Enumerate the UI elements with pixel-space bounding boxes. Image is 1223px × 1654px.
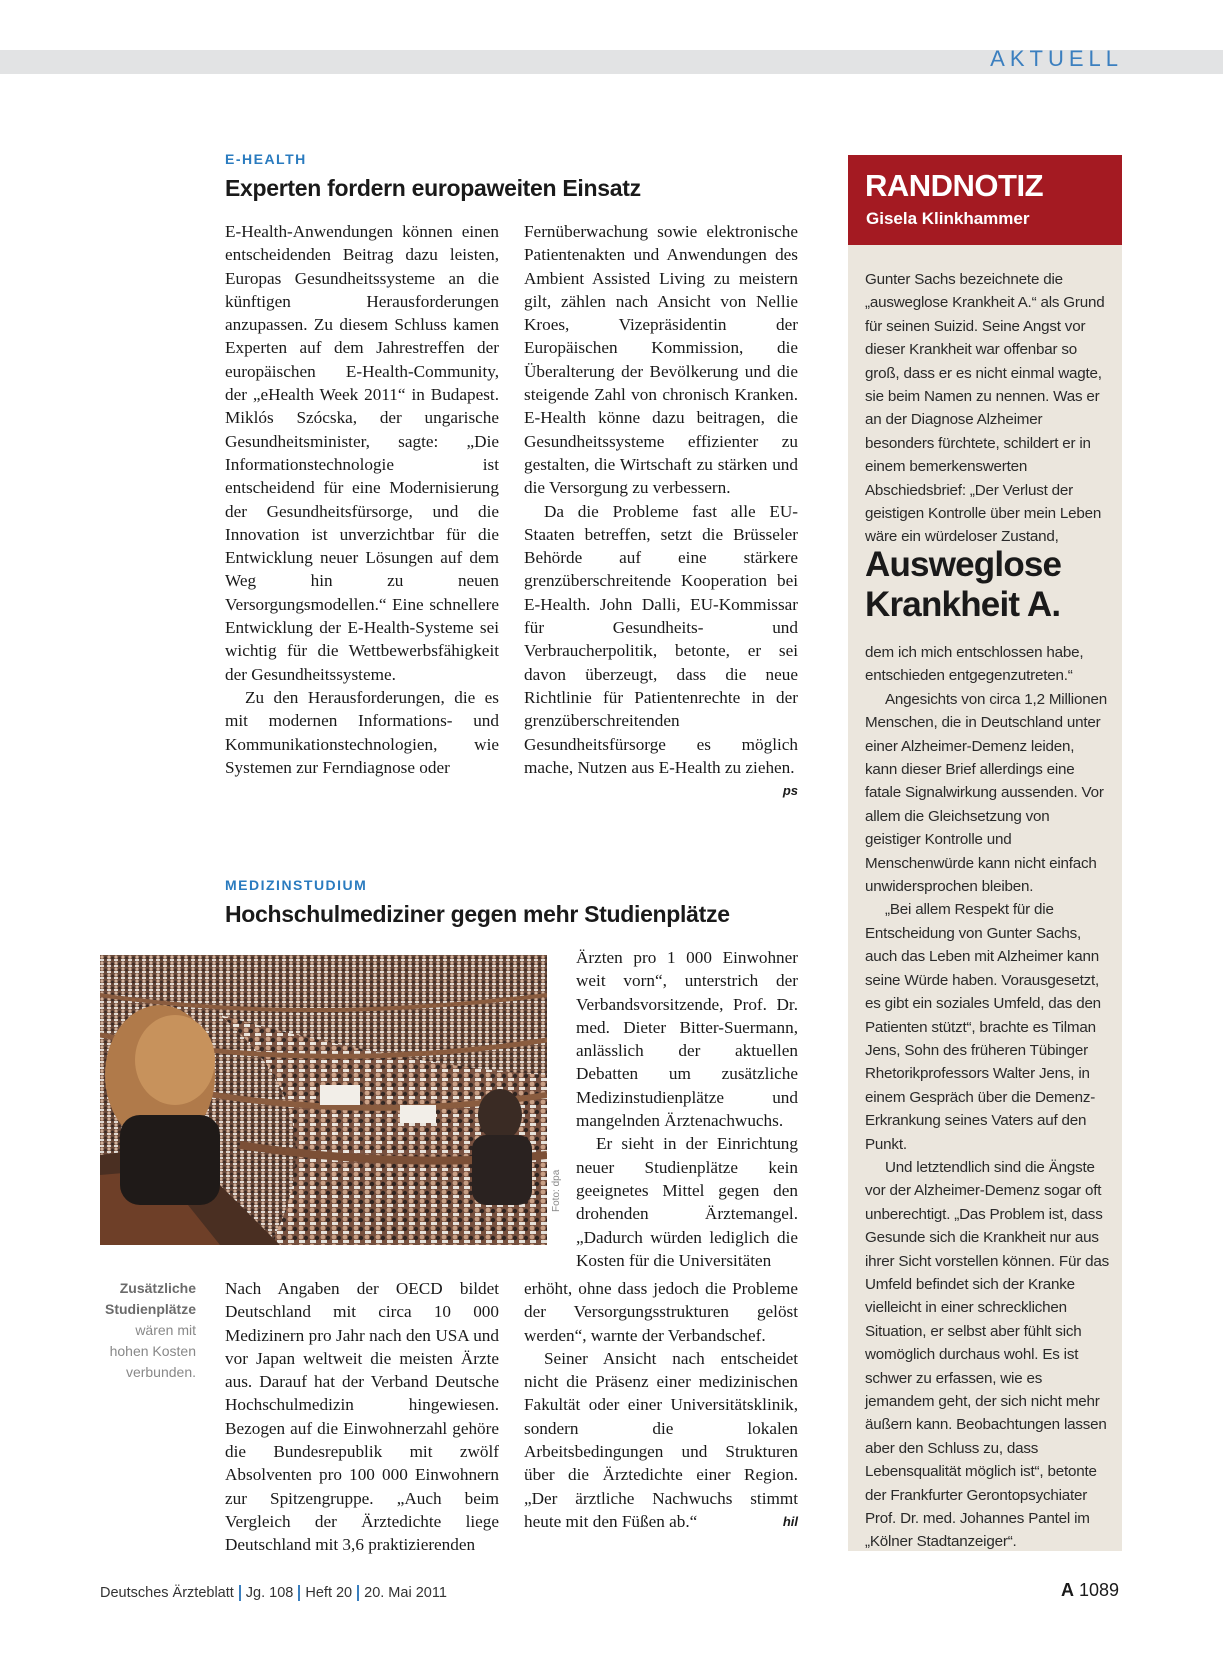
photo-credit: Foto: dpa <box>551 1169 562 1212</box>
paragraph: Angesichts von circa 1,2 Millionen Menschen, die in Deutschland unter einer Alzheimer-Demenz leiden, kann dieser Brief allerdings eine fatale Signalwirkung aussenden. Vor allem die Gleichsetzung von geistiger Kontrolle und Menschenwürde kann nicht einfach unwidersprochen bleiben. <box>865 690 1107 896</box>
paragraph: dem ich mich entschlossen habe, entschieden entgegenzutreten.“ <box>865 644 1084 685</box>
caption-bold: Zusätzliche Studienplätze <box>104 1280 196 1317</box>
issue-date: 20. Mai 2011 <box>364 1585 447 1601</box>
sidebar-title: RANDNOTIZ <box>865 168 1044 203</box>
separator <box>357 1585 359 1601</box>
separator <box>239 1585 241 1601</box>
paragraph: Er sieht in der Einrichtung neuer Studienplätze kein geeignetes Mittel gegen den drohenden Ärztemangel. „Dadurch würden lediglich die Kosten für die Universitäten <box>576 1134 798 1270</box>
paragraph: „Bei allem Respekt für die Entscheidung von Gunter Sachs, auch das Leben mit Alzheimer kann seine Würde haben. Vorausgesetzt, es gibt ein soziales Umfeld, das den Patienten stützt“, brachte es Tilman Jens, Sohn des früheren Tübinger Rhetorikprofessors Walter Jens, in einem Gespräch über die Demenz-Erkrankung seines Vaters auf den Punkt. <box>865 901 1101 1153</box>
volume: Jg. 108 <box>245 1585 294 1601</box>
article1-column-2 <box>524 220 798 802</box>
page-number <box>1061 1580 1119 1601</box>
article2-column-1 <box>225 1277 499 1557</box>
pull-quote-line: Krankheit A. <box>865 585 1061 624</box>
lecture-hall-photo <box>100 955 547 1245</box>
section-label: AKTUELL <box>990 46 1123 71</box>
page-number-value: 1089 <box>1078 1580 1119 1600</box>
pull-quote-line: Ausweglose <box>865 545 1062 584</box>
article1-headline: Experten fordern europaweiten Einsatz <box>225 175 641 201</box>
caption-text: wären mit hohen Kosten verbunden. <box>109 1322 196 1380</box>
article1-kicker: E-HEALTH <box>225 151 307 167</box>
paragraph: Gunter Sachs bezeichnete die „ausweglose Krankheit A.“ als Grund für seinen Suizid. Seine Angst vor dieser Krankheit war offenbar so groß, dass er es nicht einmal wagte, sie beim Namen zu nennen. Was er an der Diagnose Alzheimer besonders fürchtete, schildert er in einem bemerkenswerten Abschiedsbrief: „Der Verlust der geistigen Kontrolle über mein Leben wäre ein würdeloser Zustand, <box>865 271 1105 546</box>
footer <box>100 1585 447 1601</box>
journal-name: Deutsches Ärzteblatt <box>100 1585 234 1601</box>
sidebar-intro <box>865 268 1109 549</box>
page-prefix: A <box>1060 1580 1074 1600</box>
paragraph: E-Health-Anwendungen können einen entscheidenden Beitrag dazu leisten, Europas Gesundheitssysteme an die künftigen Herausforderungen anzupassen. Zu diesem Schluss kamen Experten auf dem Jahrestreffen der europäischen E-Health-Community, der „eHealth Week 2011“ in Budapest. Miklós Szócska, der ungarische Gesundheitsminister, sagte: „Die Informationstechnologie ist entscheidend für eine Modernisierung der Gesundheitsfürsorge, und die Innovation ist unverzichtbar für die Entwicklung neuer Lösungen auf dem Weg hin zu neuen Versorgungsmodellen.“ Eine schnellere Entwicklung der E-Health-Systeme sei wichtig für die Wettbewerbsfähigkeit der Gesundheitssysteme. <box>225 222 499 684</box>
article2-column-2-top <box>576 946 798 1272</box>
paragraph <box>524 1347 798 1533</box>
paragraph: Nach Angaben der OECD bildet Deutschland mit circa 10 000 Medizinern pro Jahr nach den USA und vor Japan weltweit die meisten Ärzte aus. Darauf hat der Verband Deutsche Hochschulmedizin hingewiesen. Bezogen auf die Einwohnerzahl gehöre die Bundesrepublik mit zwölf Absolventen pro 100 000 Einwohnern zur Spitzengruppe. „Auch beim Vergleich der Ärztedichte liege Deutschland mit 3,6 praktizierenden <box>225 1279 499 1555</box>
paragraph: Fernüberwachung sowie elektronische Patientenakten und Anwendungen des Ambient Assisted Living zu meistern gilt, zählen nach Ansicht von Nellie Kroes, Vizepräsidentin der Europäischen Kommission, die Überalterung der Bevölkerung und die steigende Zahl von chronisch Kranken. E-Health könne dazu beitragen, die Gesundheitssysteme effizienter zu gestalten, die Wirtschaft zu stärken und die Versorgung zu verbessern. <box>524 222 798 498</box>
paragraph: erhöht, ohne dass jedoch die Probleme der Versorgungsstrukturen gelöst werden“, warnte der Verbandschef. <box>524 1279 798 1345</box>
article2-column-2-bottom <box>524 1277 798 1533</box>
sidebar-body <box>865 641 1109 1554</box>
sidebar-pull-quote <box>865 545 1061 625</box>
paragraph: Zu den Herausforderungen, die es mit modernen Informations- und Kommunikationstechnologien, wie Systemen zur Ferndiagnose oder <box>225 687 499 777</box>
sidebar-author: Gisela Klinkhammer <box>866 209 1030 228</box>
paragraph-text: Da die Probleme fast alle EU-Staaten betreffen, setzt die Brüsseler Behörde auf eine stärkere grenzüberschreitende Kooperation bei E-Health. John Dalli, EU-Kommissar für Gesundheits- und Verbraucherpolitik, betonte, er sei davon überzeugt, dass die neue Richtlinie für Patientenrechte in der grenzüberschreitenden Gesundheitsfürsorge es möglich mache, Nutzen aus E-Health zu ziehen. <box>524 501 798 777</box>
paragraph: Ärzten pro 1 000 Einwohner weit vorn“, unterstrich der Verbandsvorsitzende, Prof. Dr. med. Dieter Bitter-Suermann, anlässlich der aktuellen Debatten um zusätzliche Medizinstudienplätze und mangelnden Ärztenachwuchs. <box>576 948 798 1131</box>
paragraph-text: Seiner Ansicht nach entscheidet nicht die Präsenz einer medizinischen Fakultät oder einer Universitätsklinik, sondern die lokalen Arbeitsbedingungen und Strukturen über die Ärztedichte einer Region. „Der ärztliche Nachwuchs stimmt heute mit den Füßen ab.“ <box>524 1348 798 1531</box>
article1-column-1 <box>225 220 499 779</box>
author-signature: ps <box>782 783 798 799</box>
paragraph <box>524 500 798 799</box>
issue: Heft 20 <box>305 1585 353 1601</box>
article2-kicker: MEDIZINSTUDIUM <box>225 877 368 893</box>
author-signature: hil <box>782 1513 798 1529</box>
photo-caption <box>100 1278 196 1383</box>
separator <box>298 1585 300 1601</box>
paragraph: Und letztendlich sind die Ängste vor der Alzheimer-Demenz sogar oft unberechtigt. „Das Problem ist, dass Gesunde sich die Krankheit nur aus ihrer Sicht vorstellen können. Für das Umfeld befindet sich der Kranke vielleicht in einer schrecklichen Situation, er selbst aber fühlt sich womöglich durchaus wohl. Es ist schwer zu erfassen, wie es jemandem geht, der sich nicht mehr äußern kann. Beobachtungen lassen aber den Schluss zu, dass Lebensqualität möglich ist“, betonte der Frankfurter Gerontopsychiater Prof. Dr. med. Johannes Pantel im „Kölner Stadtanzeiger“. <box>865 1158 1109 1551</box>
article2-headline: Hochschulmediziner gegen mehr Studienplätze <box>225 901 730 927</box>
